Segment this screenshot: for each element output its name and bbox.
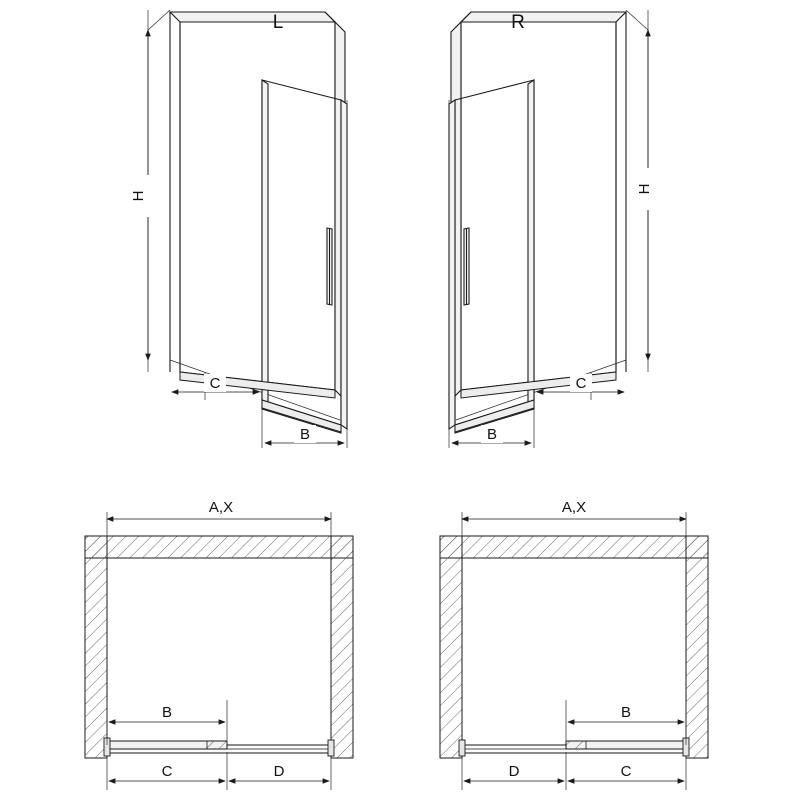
front-right-height-dimension xyxy=(636,30,660,360)
front-left-height-dimension xyxy=(130,30,154,360)
plan-right-d-dimension xyxy=(464,761,564,781)
plan-right-c-dimension xyxy=(568,761,684,781)
plan-right-walls xyxy=(440,536,708,758)
plan-right-c-label: C xyxy=(620,763,632,780)
plan-right-overall-dimension xyxy=(462,497,686,519)
plan-left-door-dimension xyxy=(109,702,225,722)
front-left-variant-label: L xyxy=(272,12,284,33)
front-view-right xyxy=(449,10,660,448)
front-left-door-handle xyxy=(327,228,332,305)
front-left-door-label: B xyxy=(299,426,311,443)
front-right-fixed-label: C xyxy=(575,375,587,392)
front-view-left xyxy=(130,10,347,448)
plan-left-c-label: C xyxy=(161,763,173,780)
plan-left-d-label: D xyxy=(273,763,285,780)
plan-left-door-label: B xyxy=(161,704,173,721)
plan-right-door-dimension xyxy=(568,702,684,722)
plan-right-door-label: B xyxy=(620,704,632,721)
plan-right-enclosure xyxy=(459,738,689,756)
plan-right-overall-label: A,X xyxy=(561,499,587,516)
front-right-door-handle xyxy=(464,228,469,305)
plan-left-c-dimension xyxy=(109,761,225,781)
plan-view-left xyxy=(85,497,353,790)
plan-left-overall-dimension xyxy=(107,497,331,519)
plan-left-enclosure xyxy=(104,738,334,756)
plan-left-d-dimension xyxy=(229,761,329,781)
plan-view-right xyxy=(440,497,708,790)
front-left-fixed-label: C xyxy=(209,375,221,392)
front-left-height-label: H xyxy=(130,190,147,202)
front-left-fixed-panel xyxy=(170,12,345,400)
front-right-height-label: H xyxy=(636,183,653,195)
front-right-variant-label: R xyxy=(511,12,525,33)
plan-right-d-label: D xyxy=(508,763,520,780)
front-right-door-label: B xyxy=(486,426,498,443)
front-right-fixed-panel xyxy=(451,12,626,400)
front-left-sliding-door xyxy=(262,80,347,433)
plan-left-walls xyxy=(85,536,353,758)
front-right-sliding-door xyxy=(449,80,534,433)
plan-left-overall-label: A,X xyxy=(208,499,234,516)
